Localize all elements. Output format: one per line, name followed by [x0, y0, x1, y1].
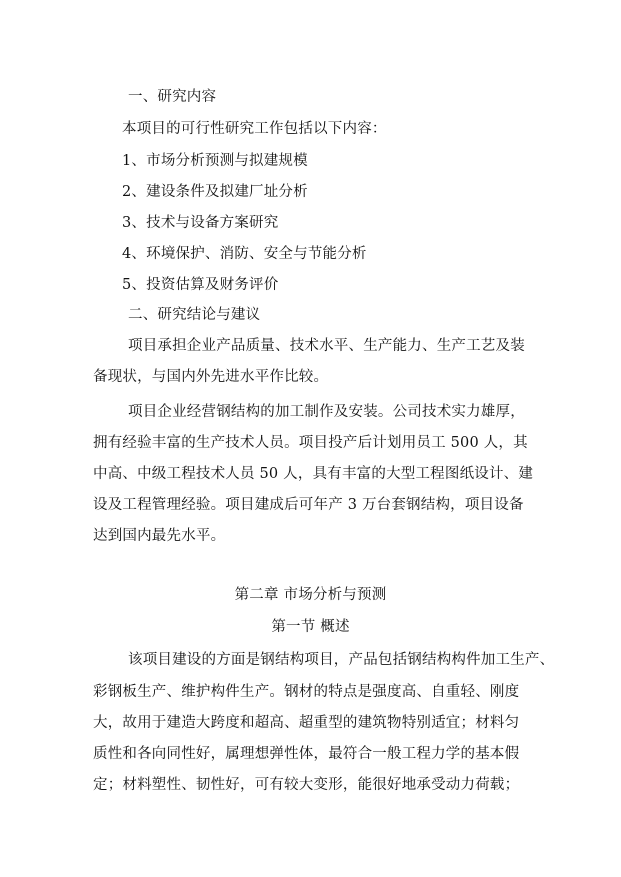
- paragraph-line: 彩钢板生产、维护构件生产。钢材的特点是强度高、自重轻、刚度: [93, 684, 520, 700]
- paragraph-line: 定；材料塑性、韧性好，可有较大变形，能很好地承受动力荷载；: [93, 777, 520, 793]
- list-item: 2、建设条件及拟建厂址分析: [122, 184, 308, 200]
- section-heading-research-content: 一、研究内容: [128, 89, 217, 105]
- paragraph-line: 质性和各向同性好，属理想弹性体，最符合一般工程力学的基本假: [93, 746, 520, 762]
- paragraph-line: 该项目建设的方面是钢结构项目，产品包括钢结构构件加工生产、: [128, 652, 555, 668]
- section-title: 第一节 概述: [271, 619, 350, 635]
- list-item: 1、市场分析预测与拟建规模: [122, 153, 308, 169]
- paragraph-line: 设及工程管理经验。项目建成后可年产 3 万台套钢结构，项目设备: [93, 497, 524, 513]
- paragraph-line: 达到国内最先水平。: [93, 528, 226, 544]
- paragraph-line: 项目企业经营钢结构的加工制作及安装。公司技术实力雄厚，: [128, 404, 525, 420]
- section-heading-conclusions: 二、研究结论与建议: [128, 307, 261, 323]
- list-item: 3、技术与设备方案研究: [122, 215, 279, 231]
- paragraph-line: 中高、中级工程技术人员 50 人，具有丰富的大型工程图纸设计、建: [93, 466, 534, 482]
- list-item: 5、投资估算及财务评价: [122, 277, 279, 293]
- paragraph-line: 备现状，与国内外先进水平作比较。: [93, 369, 329, 385]
- chapter-title: 第二章 市场分析与预测: [234, 587, 387, 603]
- paragraph-line: 拥有经验丰富的生产技术人员。项目投产后计划用员工 500 人，其: [93, 435, 528, 451]
- list-item: 4、环境保护、消防、安全与节能分析: [122, 246, 367, 262]
- paragraph-line: 大，故用于建造大跨度和超高、超重型的建筑物特别适宜；材料匀: [93, 715, 520, 731]
- section-intro-text: 本项目的可行性研究工作包括以下内容：: [122, 121, 387, 137]
- paragraph-line: 项目承担企业产品质量、技术水平、生产能力、生产工艺及装: [128, 338, 525, 354]
